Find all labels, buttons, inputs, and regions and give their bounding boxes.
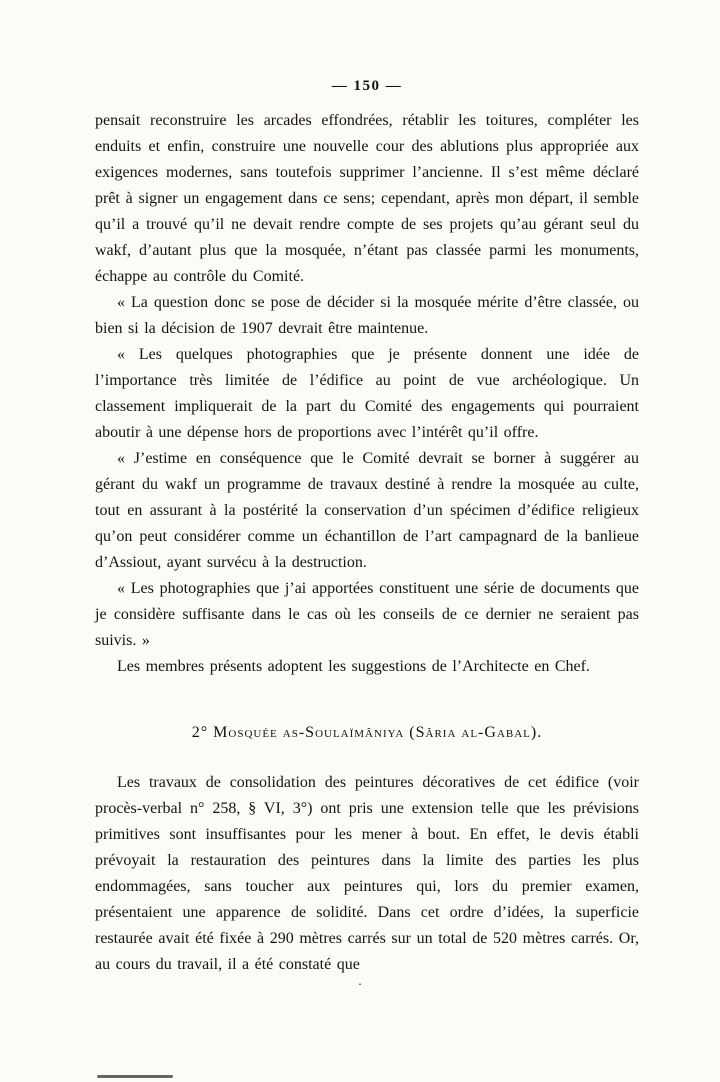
paragraph: « La question donc se pose de décider si la mosquée mérite d’être classée, ou bien si la décision de 1907 devrait être maintenue. (95, 294, 639, 337)
footer-mark: . (358, 974, 362, 989)
paragraph: « J’estime en conséquence que le Comité devrait se borner à suggérer au gérant du wakf un programme de travaux destiné à rendre la mosquée au culte, tout en assurant à la postérité la conservation d’un spécimen d’édifice religieux qu’on peut considérer comme un échantillon de l’art campagnard de la banlieue d’Assiout, ayant survécu à la destruction. (95, 450, 639, 571)
paragraph: Les travaux de consolidation des peintures décoratives de cet édifice (voir procès-verbal n° 258, § VI, 3°) ont pris une extension telle que les prévisions primitives sont insuffisantes pour les mener à bout. En effet, le devis établi prévoyait la restauration des peintures dans la limite des parties les plus endommagées, sans toucher aux peintures qui, lors du premier examen, présentaient une apparence de solidité. Dans cet ordre d’idées, la superficie restaurée avait été fixée à 290 mètres carrés sur un total de 520 mètres carrés. Or, au cours du travail, il a été constaté que (95, 774, 639, 973)
text-block (95, 78, 639, 978)
scan-artifact (97, 1075, 173, 1078)
paragraph: Les membres présents adoptent les suggestions de l’Architecte en Chef. (117, 658, 590, 675)
page-number-header: — 150 — (331, 78, 403, 94)
paragraph: pensait reconstruire les arcades effondrées, rétablir les toitures, compléter les enduits et enfin, construire une nouvelle cour des ablutions plus appropriée aux exigences modernes, sans toutefois supprimer l’ancienne. Il s’est même déclaré prêt à signer un engagement dans ce sens; cependant, après mon départ, il semble qu’il a trouvé qu’il ne devait rendre compte de ses projets qu’au gérant seul du wakf, d’autant plus que la mosquée, n’étant pas classée parmi les monuments, échappe au contrôle du Comité. (95, 112, 639, 285)
page-content (95, 108, 639, 978)
section-heading: 2° Mosquée as-Soulaïmâniya (Sâria al-Gabal). (191, 724, 543, 741)
paragraph: « Les photographies que j’ai apportées constituent une série de documents que je considère suffisante dans le cas où les conseils de ce dernier ne seraient pas suivis. » (95, 580, 639, 649)
paragraph: « Les quelques photographies que je présente donnent une idée de l’importance très limitée de l’édifice au point de vue archéologique. Un classement impliquerait de la part du Comité des engagements qui pourraient aboutir à une dépense hors de proportions avec l’intérêt qu’il offre. (95, 346, 639, 441)
